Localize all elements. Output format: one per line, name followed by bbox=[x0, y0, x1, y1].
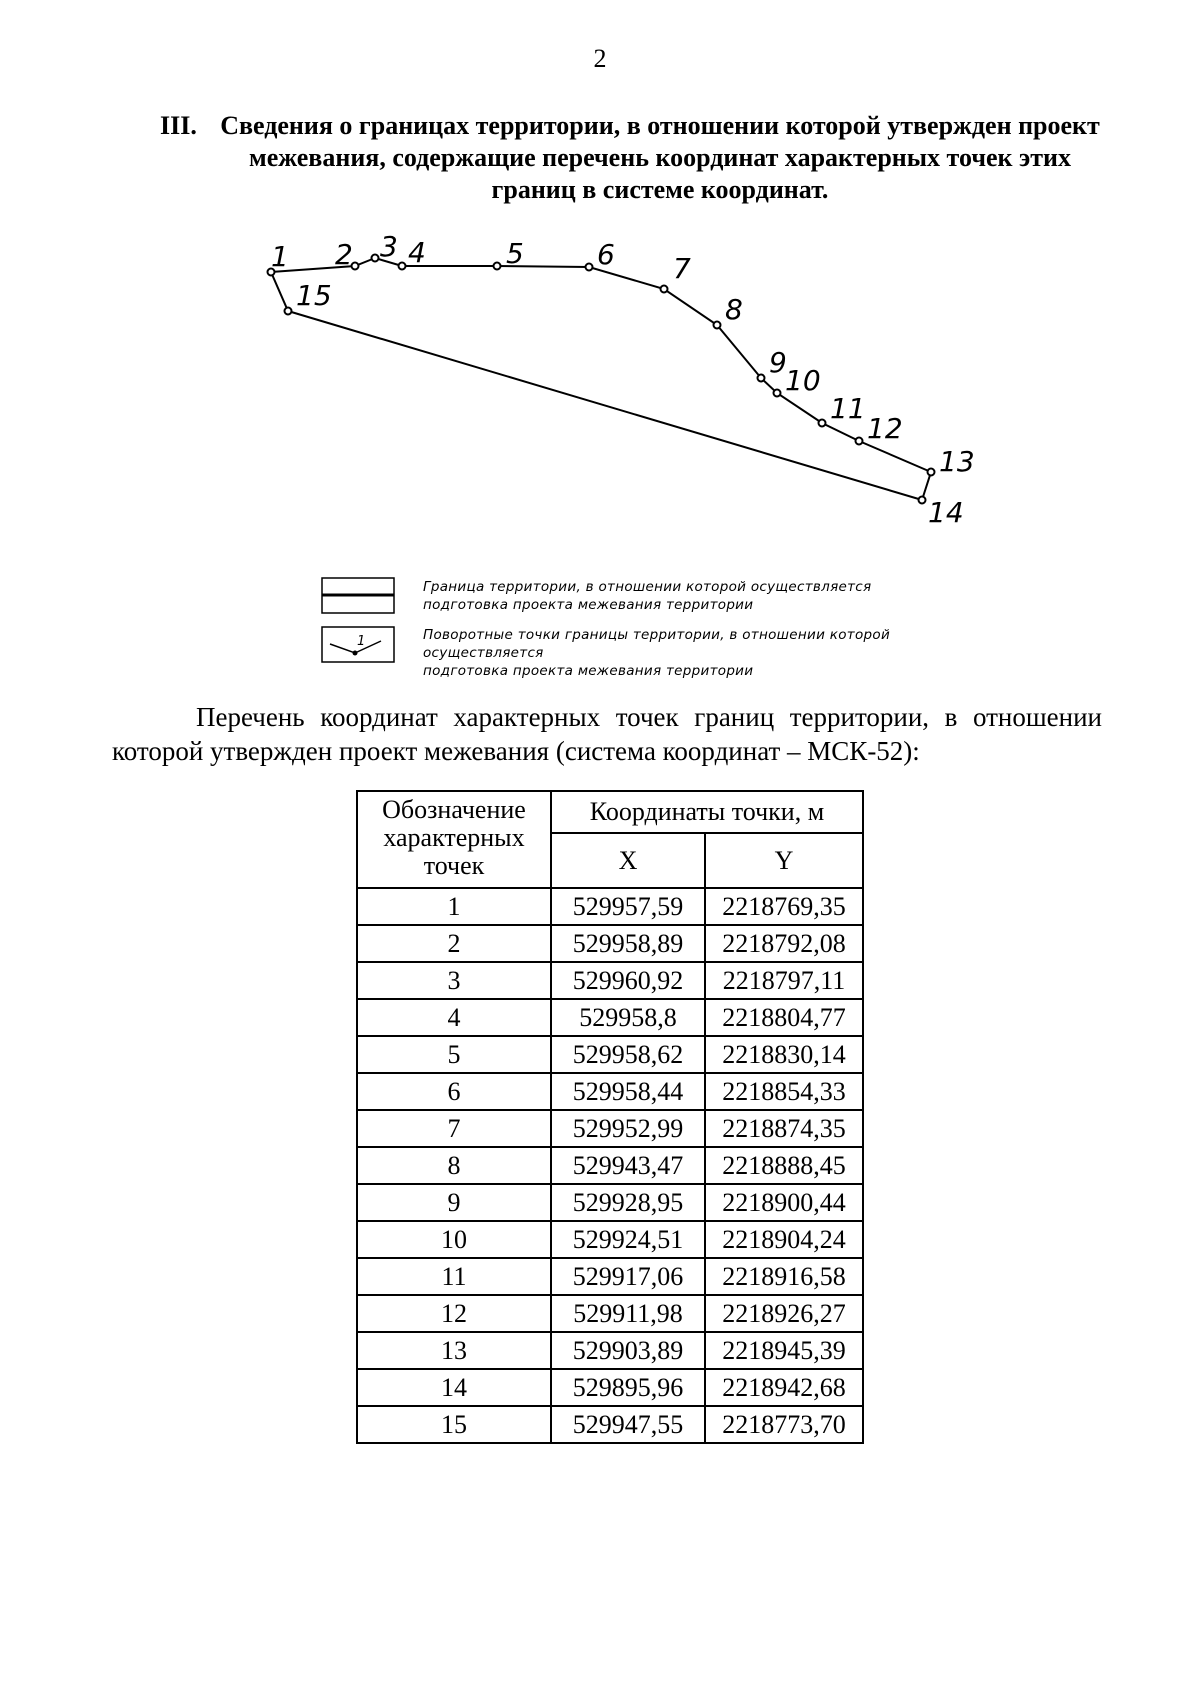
cell-x: 529958,8 bbox=[551, 999, 705, 1036]
table-row bbox=[357, 1332, 863, 1369]
boundary-point bbox=[819, 420, 826, 427]
boundary-point bbox=[928, 469, 935, 476]
cell-point: 8 bbox=[357, 1147, 551, 1184]
boundary-polygon bbox=[271, 258, 931, 500]
cell-point: 5 bbox=[357, 1036, 551, 1073]
table-row bbox=[357, 888, 863, 925]
cell-point: 14 bbox=[357, 1369, 551, 1406]
point-label: 3 bbox=[380, 230, 398, 263]
cell-x: 529958,89 bbox=[551, 925, 705, 962]
cell-point: 11 bbox=[357, 1258, 551, 1295]
cell-y: 2218830,14 bbox=[705, 1036, 863, 1073]
cell-point: 6 bbox=[357, 1073, 551, 1110]
cell-y: 2218945,39 bbox=[705, 1332, 863, 1369]
cell-x: 529917,06 bbox=[551, 1258, 705, 1295]
cell-x: 529952,99 bbox=[551, 1110, 705, 1147]
cell-point: 7 bbox=[357, 1110, 551, 1147]
cell-x: 529924,51 bbox=[551, 1221, 705, 1258]
legend-points-text bbox=[423, 626, 890, 680]
cell-y: 2218926,27 bbox=[705, 1295, 863, 1332]
legend-points-line-3: подготовка проекта межевания территории bbox=[423, 663, 754, 679]
point-label: 12 bbox=[867, 412, 903, 445]
cell-x: 529943,47 bbox=[551, 1147, 705, 1184]
point-label: 4 bbox=[408, 236, 426, 269]
table-row bbox=[357, 1406, 863, 1443]
boundary-point bbox=[372, 255, 379, 262]
legend-points-line-2: осуществляется bbox=[423, 645, 544, 661]
point-label: 9 bbox=[769, 346, 787, 379]
cell-y: 2218792,08 bbox=[705, 925, 863, 962]
coordinates-table bbox=[356, 790, 864, 1444]
cell-y: 2218942,68 bbox=[705, 1369, 863, 1406]
point-label: 8 bbox=[725, 293, 743, 326]
cell-x: 529895,96 bbox=[551, 1369, 705, 1406]
table-row bbox=[357, 999, 863, 1036]
cell-y: 2218888,45 bbox=[705, 1147, 863, 1184]
cell-x: 529958,44 bbox=[551, 1073, 705, 1110]
cell-x: 529960,92 bbox=[551, 962, 705, 999]
cell-y: 2218769,35 bbox=[705, 888, 863, 925]
header-x: X bbox=[551, 833, 705, 888]
point-label: 2 bbox=[335, 238, 353, 271]
section-number: III. bbox=[160, 111, 197, 140]
boundary-point bbox=[494, 263, 501, 270]
cell-point: 9 bbox=[357, 1184, 551, 1221]
point-label: 14 bbox=[928, 496, 964, 529]
section-title: Сведения о границах территории, в отношении которой утвержден проект межевания, содержащие перечень координат характерных точек этих границ в системе координат. bbox=[220, 111, 1100, 204]
header-y: Y bbox=[705, 833, 863, 888]
cell-point: 2 bbox=[357, 925, 551, 962]
legend-points-line-1: Поворотные точки границы территории, в отношении которой bbox=[423, 627, 891, 643]
cell-y: 2218900,44 bbox=[705, 1184, 863, 1221]
cell-x: 529903,89 bbox=[551, 1332, 705, 1369]
cell-y: 2218904,24 bbox=[705, 1221, 863, 1258]
point-label: 1 bbox=[271, 240, 289, 273]
boundary-point bbox=[399, 263, 406, 270]
table-row bbox=[357, 1369, 863, 1406]
table-row bbox=[357, 1110, 863, 1147]
cell-y: 2218797,11 bbox=[705, 962, 863, 999]
table-row bbox=[357, 1221, 863, 1258]
table-row bbox=[357, 1147, 863, 1184]
boundary-point bbox=[285, 308, 292, 315]
cell-point: 13 bbox=[357, 1332, 551, 1369]
boundary-points bbox=[268, 255, 935, 504]
cell-x: 529911,98 bbox=[551, 1295, 705, 1332]
table-row bbox=[357, 1184, 863, 1221]
cell-point: 4 bbox=[357, 999, 551, 1036]
cell-point: 15 bbox=[357, 1406, 551, 1443]
cell-point: 1 bbox=[357, 888, 551, 925]
header-point-name: Обозначение характерных точек bbox=[357, 791, 551, 888]
table-row bbox=[357, 1036, 863, 1073]
table-row bbox=[357, 1295, 863, 1332]
legend-boundary-line-2: подготовка проекта межевания территории bbox=[423, 597, 754, 613]
boundary-point bbox=[774, 390, 781, 397]
table-row bbox=[357, 1073, 863, 1110]
header-coordinates: Координаты точки, м bbox=[551, 791, 863, 833]
cell-y: 2218773,70 bbox=[705, 1406, 863, 1443]
boundary-point bbox=[661, 286, 668, 293]
boundary-point bbox=[586, 264, 593, 271]
boundary-point bbox=[856, 438, 863, 445]
point-label: 15 bbox=[296, 279, 332, 312]
point-label: 6 bbox=[597, 238, 615, 271]
legend-boundary-line-1: Граница территории, в отношении которой осуществляется bbox=[423, 579, 872, 595]
cell-point: 10 bbox=[357, 1221, 551, 1258]
table-row bbox=[357, 925, 863, 962]
page-number: 2 bbox=[593, 44, 607, 73]
cell-y: 2218804,77 bbox=[705, 999, 863, 1036]
legend-point-number: 1 bbox=[357, 634, 366, 649]
cell-x: 529957,59 bbox=[551, 888, 705, 925]
cell-x: 529958,62 bbox=[551, 1036, 705, 1073]
cell-x: 529928,95 bbox=[551, 1184, 705, 1221]
legend-boundary-text bbox=[423, 578, 871, 614]
table-row bbox=[357, 1258, 863, 1295]
boundary-point bbox=[714, 322, 721, 329]
boundary-point bbox=[758, 375, 765, 382]
point-label: 13 bbox=[939, 445, 975, 478]
legend-point-marker bbox=[353, 651, 358, 656]
cell-y: 2218874,35 bbox=[705, 1110, 863, 1147]
cell-y: 2218916,58 bbox=[705, 1258, 863, 1295]
boundary-point bbox=[919, 497, 926, 504]
coordinates-intro: Перечень координат характерных точек границ территории, в отношении которой утвержден проект межевания (система координат – МСК-52): bbox=[112, 702, 1102, 766]
point-label: 7 bbox=[673, 252, 691, 285]
point-label: 5 bbox=[506, 237, 524, 270]
point-label: 11 bbox=[830, 392, 866, 425]
cell-x: 529947,55 bbox=[551, 1406, 705, 1443]
cell-y: 2218854,33 bbox=[705, 1073, 863, 1110]
table-row bbox=[357, 962, 863, 999]
cell-point: 12 bbox=[357, 1295, 551, 1332]
point-label: 10 bbox=[785, 364, 821, 397]
cell-point: 3 bbox=[357, 962, 551, 999]
